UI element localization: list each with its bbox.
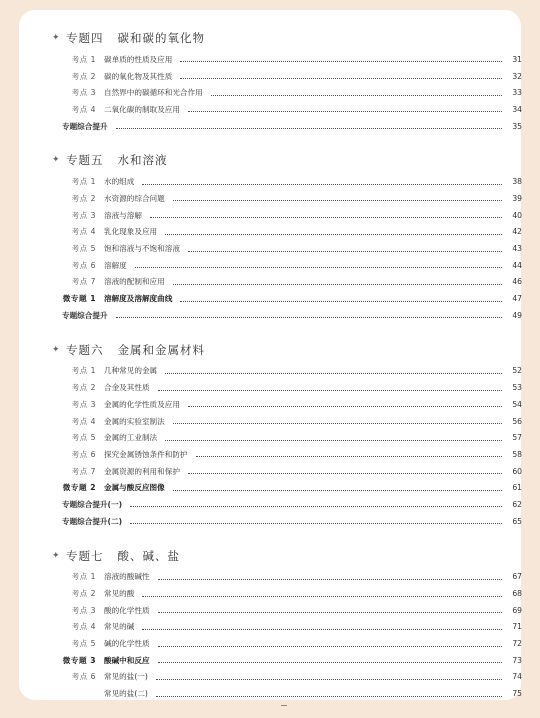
entry-title: 溶解度 — [104, 260, 127, 270]
entry-number: 考点 7 — [71, 466, 96, 476]
toc-entry[interactable] — [52, 569, 522, 586]
entry-title: 乳化现象及应用 — [104, 227, 158, 237]
dot-leader — [165, 439, 502, 441]
entry-title: 几种常见的金属 — [104, 366, 158, 376]
entry-title: 水的组成 — [104, 177, 135, 187]
entry-title: 饱和溶液与不饱和溶液 — [104, 244, 180, 254]
entry-number: 考点 4 — [71, 227, 96, 237]
summary-entry[interactable] — [52, 118, 522, 135]
entry-title: 溶液的酸碱性 — [104, 572, 150, 582]
dot-leader — [130, 505, 502, 507]
page-number: 65 — [512, 516, 522, 526]
page-number: 49 — [512, 310, 522, 320]
dot-leader — [180, 77, 502, 79]
entry-title: 碳的氧化物及其性质 — [104, 71, 173, 81]
dot-leader — [173, 489, 502, 491]
entry-number: 微专题 3 — [62, 655, 96, 665]
entry-title: 常见的盐(二) — [104, 689, 148, 699]
page-number: 46 — [512, 277, 522, 287]
toc-entry[interactable] — [52, 207, 522, 224]
entry-number: 考点 2 — [71, 71, 96, 81]
entry-title: 酸碱中和反应 — [104, 655, 150, 665]
four-point-star-icon: ✦ — [52, 155, 61, 166]
dot-leader — [116, 316, 502, 318]
toc-entry[interactable] — [52, 585, 522, 602]
toc-section — [52, 28, 522, 134]
entry-number: 考点 4 — [71, 622, 96, 632]
dot-leader — [150, 216, 502, 218]
dot-leader — [173, 199, 502, 201]
toc-entry[interactable] — [52, 68, 522, 85]
dot-leader — [158, 389, 502, 391]
section-title: 酸、碱、盐 — [117, 548, 180, 563]
entry-title: 金属的化学性质及应用 — [104, 399, 180, 409]
entry-number: 考点 2 — [71, 383, 96, 393]
page-number: 71 — [512, 622, 522, 632]
entry-title: 金属的工业制法 — [104, 433, 158, 443]
page-number: 61 — [512, 483, 522, 493]
dot-leader — [142, 628, 502, 630]
page-number: 32 — [512, 71, 522, 81]
page-number: 67 — [512, 572, 522, 582]
summary-entry[interactable] — [52, 307, 522, 324]
entry-title: 酸的化学性质 — [104, 605, 150, 615]
page-number: 62 — [512, 499, 522, 509]
dot-leader — [188, 250, 502, 252]
entry-title: 碱的化学性质 — [104, 639, 150, 649]
page-number: 52 — [512, 366, 522, 376]
section-heading — [52, 150, 522, 170]
page-number: 34 — [512, 104, 522, 114]
section-heading — [52, 546, 522, 566]
section-title: 金属和金属材料 — [117, 342, 205, 357]
page-number: 74 — [512, 672, 522, 682]
four-point-star-icon: ✦ — [52, 344, 61, 355]
dot-leader — [130, 522, 502, 524]
summary-entry[interactable] — [52, 496, 522, 513]
toc-section — [52, 150, 522, 323]
entry-title: 溶液的配制和应用 — [104, 277, 165, 287]
entry-number: 考点 4 — [71, 416, 96, 426]
entry-title: 碳单质的性质及应用 — [104, 54, 173, 64]
entry-title: 探究金属锈蚀条件和防护 — [104, 449, 188, 459]
page-number: 42 — [512, 227, 522, 237]
page-number: 56 — [512, 416, 522, 426]
footer-divider — [281, 705, 287, 706]
entry-number: 考点 7 — [71, 277, 96, 287]
section-heading — [52, 340, 522, 360]
dot-leader — [165, 372, 502, 374]
toc-entry[interactable] — [52, 479, 522, 496]
entry-title: 金属资源的利用和保护 — [104, 466, 180, 476]
page-number: 31 — [512, 54, 522, 64]
toc-section — [52, 340, 522, 530]
section-label: 专题四 — [66, 31, 104, 45]
section-label: 专题六 — [66, 342, 104, 357]
entry-number: 考点 3 — [71, 399, 96, 409]
page-number: 40 — [512, 210, 522, 220]
summary-entry[interactable] — [52, 513, 522, 530]
dot-leader — [158, 661, 502, 663]
dot-leader — [158, 578, 502, 580]
page-number: 73 — [512, 655, 522, 665]
four-point-star-icon: ✦ — [52, 33, 61, 43]
entry-number: 考点 4 — [71, 104, 96, 114]
dot-leader — [116, 127, 502, 129]
entry-number: 考点 3 — [71, 210, 96, 220]
entry-number: 考点 1 — [71, 54, 96, 64]
toc-entry[interactable] — [52, 396, 522, 413]
toc-entry[interactable] — [52, 51, 522, 68]
entry-title: 常见的盐(一) — [104, 672, 148, 682]
entry-number: 考点 2 — [71, 589, 96, 599]
page-number: 47 — [512, 294, 522, 304]
entry-title: 金属的实验室制法 — [104, 416, 165, 426]
toc-entry[interactable] — [52, 619, 522, 636]
page-number: 72 — [512, 639, 522, 649]
toc-entry[interactable] — [52, 463, 522, 480]
dot-leader — [158, 645, 502, 647]
toc-entry[interactable] — [52, 685, 522, 702]
page-number: 68 — [512, 589, 522, 599]
page-number: 43 — [512, 244, 522, 254]
entry-number: 考点 2 — [71, 193, 96, 203]
four-point-star-icon: ✦ — [52, 550, 61, 561]
entry-title: 常见的酸 — [104, 589, 135, 599]
page-number: 44 — [512, 260, 522, 270]
toc-entry[interactable] — [52, 240, 522, 257]
entry-title: 自然界中的碳循环和光合作用 — [104, 88, 203, 98]
toc-entry[interactable] — [52, 446, 522, 463]
dot-leader — [173, 283, 502, 285]
toc-entry[interactable] — [52, 602, 522, 619]
dot-leader — [180, 60, 502, 62]
entry-number: 考点 1 — [71, 366, 96, 376]
toc-entry[interactable] — [52, 274, 522, 291]
entry-title: 溶解度及溶解度曲线 — [104, 294, 173, 304]
entry-number: 考点 3 — [71, 605, 96, 615]
page-number: 33 — [512, 88, 522, 98]
entry-title: 专题综合提升(二) — [62, 516, 123, 526]
entry-number: 考点 6 — [71, 260, 96, 270]
section-heading — [52, 28, 522, 48]
page-number: 60 — [512, 466, 522, 476]
dot-leader — [142, 595, 502, 597]
dot-leader — [158, 611, 502, 613]
page-number: 54 — [512, 399, 522, 409]
entry-number: 考点 5 — [71, 244, 96, 254]
dot-leader — [165, 233, 502, 235]
toc-entry[interactable] — [52, 635, 522, 652]
entry-number: 考点 1 — [71, 572, 96, 582]
toc-entry[interactable] — [52, 290, 522, 307]
entry-number: 微专题 1 — [62, 294, 96, 304]
entry-title: 常见的碱 — [104, 622, 135, 632]
toc-page — [19, 10, 521, 700]
page-number: 35 — [512, 121, 522, 131]
dot-leader — [156, 695, 502, 697]
entry-title: 专题综合提升 — [62, 310, 108, 320]
entry-title: 水资源的综合问题 — [104, 193, 165, 203]
dot-leader — [188, 472, 502, 474]
dot-leader — [188, 110, 502, 112]
toc-entry[interactable] — [52, 257, 522, 274]
page-number: 53 — [512, 383, 522, 393]
section-label: 专题七 — [66, 548, 104, 563]
entry-number: 考点 1 — [71, 177, 96, 187]
page-number: 39 — [512, 193, 522, 203]
dot-leader — [211, 94, 502, 96]
toc-entry[interactable] — [52, 190, 522, 207]
entry-number: 考点 5 — [71, 433, 96, 443]
page-number: 69 — [512, 605, 522, 615]
entry-number: 考点 6 — [71, 672, 96, 682]
entry-number: 微专题 2 — [62, 483, 96, 493]
section-title: 水和溶液 — [117, 153, 168, 168]
toc-section — [52, 546, 522, 703]
toc-entry[interactable] — [52, 429, 522, 446]
entry-title: 溶液与溶解 — [104, 210, 142, 220]
dot-leader — [173, 422, 502, 424]
toc-entry[interactable] — [52, 173, 522, 190]
table-of-contents — [52, 28, 522, 718]
entry-number: 考点 5 — [71, 639, 96, 649]
dot-leader — [196, 455, 502, 457]
entry-title: 专题综合提升(一) — [62, 499, 123, 509]
entry-number: 考点 6 — [71, 449, 96, 459]
section-label: 专题五 — [66, 153, 104, 168]
toc-entry[interactable] — [52, 363, 522, 380]
toc-entry[interactable] — [52, 84, 522, 101]
toc-entry[interactable] — [52, 669, 522, 686]
entry-title: 专题综合提升 — [62, 121, 108, 131]
page-number: 58 — [512, 449, 522, 459]
dot-leader — [156, 678, 502, 680]
toc-entry[interactable] — [52, 101, 522, 118]
entry-title: 二氧化碳的制取及应用 — [104, 104, 180, 114]
section-title: 碳和碳的氧化物 — [117, 31, 205, 45]
toc-entry[interactable] — [52, 413, 522, 430]
page-number: 57 — [512, 433, 522, 443]
toc-entry[interactable] — [52, 379, 522, 396]
toc-entry[interactable] — [52, 224, 522, 241]
dot-leader — [180, 300, 502, 302]
page-number: 75 — [512, 689, 522, 699]
dot-leader — [188, 405, 502, 407]
entry-title: 合金及其性质 — [104, 383, 150, 393]
entry-title: 金属与酸反应图像 — [104, 483, 165, 493]
page-number: 38 — [512, 177, 522, 187]
dot-leader — [135, 266, 502, 268]
dot-leader — [142, 183, 502, 185]
toc-entry[interactable] — [52, 652, 522, 669]
entry-number: 考点 3 — [71, 88, 96, 98]
